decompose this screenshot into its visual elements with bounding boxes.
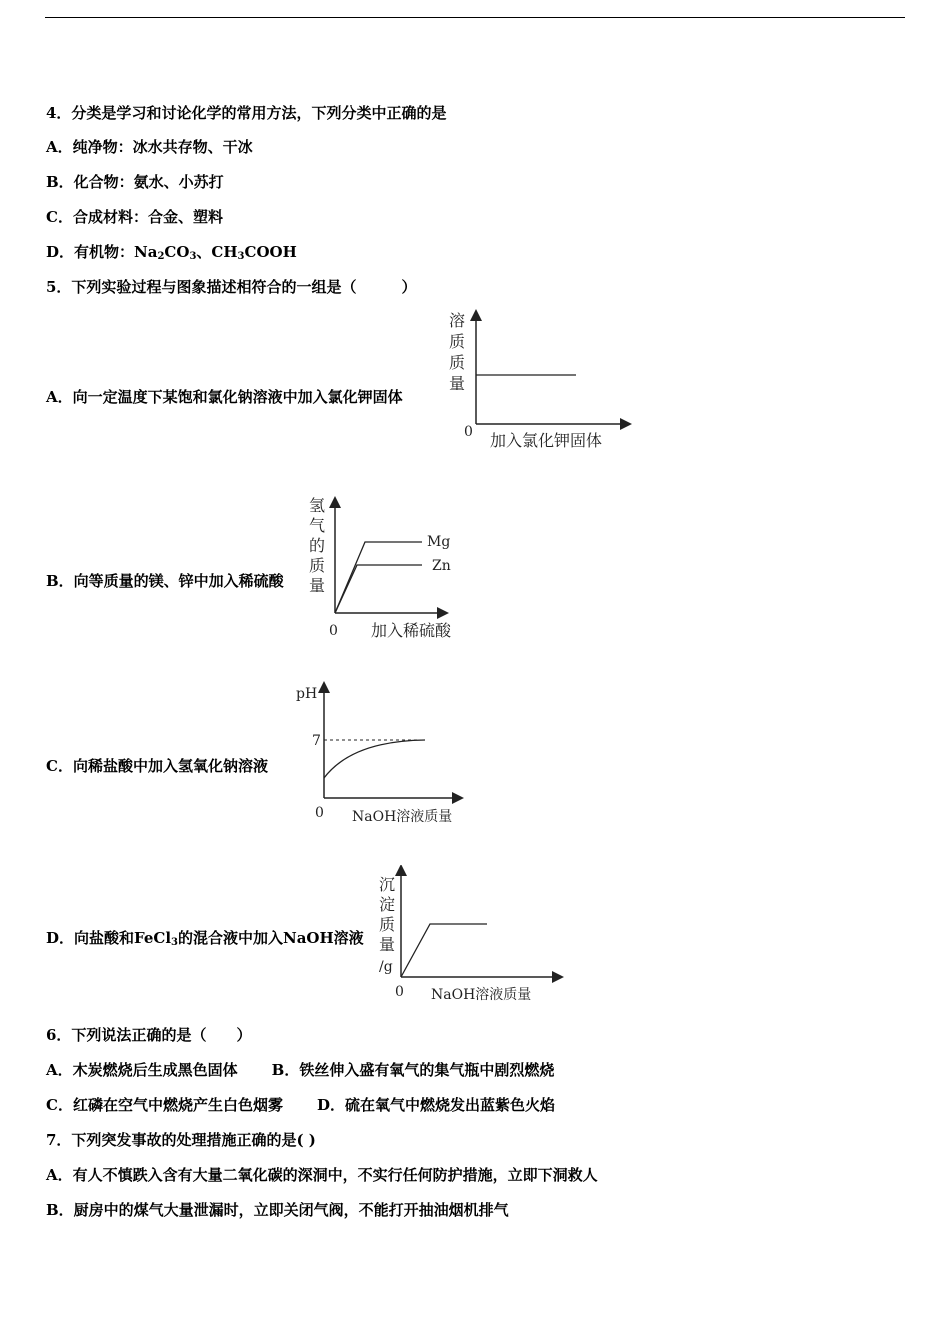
question-7-stem: 7．下列突发事故的处理措施正确的是( ): [46, 1131, 316, 1149]
y-label-char: 气: [309, 516, 326, 535]
question-5-stem: 5．下列实验过程与图象描述相符合的一组是（ ）: [46, 278, 417, 296]
y-label-char: 量: [309, 576, 326, 595]
question-4-stem: 4．分类是学习和讨论化学的常用方法，下列分类中正确的是: [46, 104, 447, 122]
graph-c: [290, 675, 470, 830]
y-label-char: 量: [379, 935, 396, 954]
x-label: NaOH溶液质量: [431, 987, 532, 1003]
question-5-option-c: C．向稀盐酸中加入氢氧化钠溶液: [46, 757, 268, 775]
question-6-option-c: C．红磷在空气中燃烧产生白色烟雾: [46, 1096, 283, 1114]
y-label-char: 量: [449, 374, 466, 393]
question-6-option-b: B．铁丝伸入盛有氧气的集气瓶中剧烈燃烧: [271, 1061, 555, 1079]
origin-label: 0: [329, 623, 338, 639]
y-label: pH: [296, 686, 318, 702]
precipitate-curve: [401, 924, 487, 977]
series-label-mg: Mg: [427, 534, 451, 550]
y-label-char: 质: [449, 353, 466, 372]
y-label-char: 质: [449, 332, 466, 351]
question-4-option-b: B．化合物：氨水、小苏打: [46, 173, 224, 191]
question-7-option-b: B．厨房中的煤气大量泄漏时，立即关闭气阀，不能打开抽油烟机排气: [46, 1201, 509, 1219]
y-label-char: 氢: [309, 496, 326, 515]
x-label: NaOH溶液质量: [352, 809, 453, 825]
question-6-option-d: D．硫在氧气中燃烧发出蓝紫色火焰: [316, 1096, 555, 1114]
mg-curve: [335, 542, 422, 613]
y-label-char: 沉: [379, 875, 396, 894]
question-4-option-a: A．纯净物：冰水共存物、干冰: [46, 138, 253, 156]
question-4-option-c: C．合成材料：合金、塑料: [46, 208, 223, 226]
question-5-option-a: A．向一定温度下某饱和氯化钠溶液中加入氯化钾固体: [46, 388, 403, 406]
origin-label: 0: [395, 984, 404, 1000]
y-label-char: 淀: [379, 895, 396, 914]
question-6-options-cd: [46, 1095, 555, 1115]
series-label-zn: Zn: [432, 558, 451, 574]
question-6-stem: 6．下列说法正确的是（ ）: [46, 1026, 252, 1044]
x-label: 加入氯化钾固体: [490, 431, 603, 450]
question-5-option-d: D．向盐酸和FeCl$_3$的混合液中加入NaOH溶液: [46, 929, 364, 948]
tick-label-7: 7: [312, 733, 321, 749]
header-rule: [45, 17, 905, 18]
graph-b: [305, 490, 470, 645]
question-5-option-b: B．向等质量的镁、锌中加入稀硫酸: [46, 572, 284, 590]
y-label-char: 的: [309, 536, 326, 555]
y-label-char: 质: [309, 556, 326, 575]
question-4-option-d: D．有机物：$Na_2CO_3$、$CH_3COOH$: [46, 243, 297, 262]
question-7-option-a: A．有人不慎跌入含有大量二氧化碳的深洞中，不实行任何防护措施，立即下洞救人: [46, 1166, 598, 1184]
x-label: 加入稀硫酸: [371, 621, 452, 640]
graph-a: [440, 305, 640, 455]
ph-curve: [324, 740, 425, 778]
y-label-char: 溶: [449, 311, 466, 330]
y-label-char: 质: [379, 915, 396, 934]
zn-curve: [335, 565, 422, 613]
y-label-char: /g: [379, 959, 393, 975]
origin-label: 0: [464, 424, 473, 440]
origin-label: 0: [315, 805, 324, 821]
question-6-options-ab: [46, 1060, 554, 1080]
question-6-option-a: A．木炭燃烧后生成黑色固体: [46, 1061, 238, 1079]
graph-d: [375, 865, 570, 1005]
